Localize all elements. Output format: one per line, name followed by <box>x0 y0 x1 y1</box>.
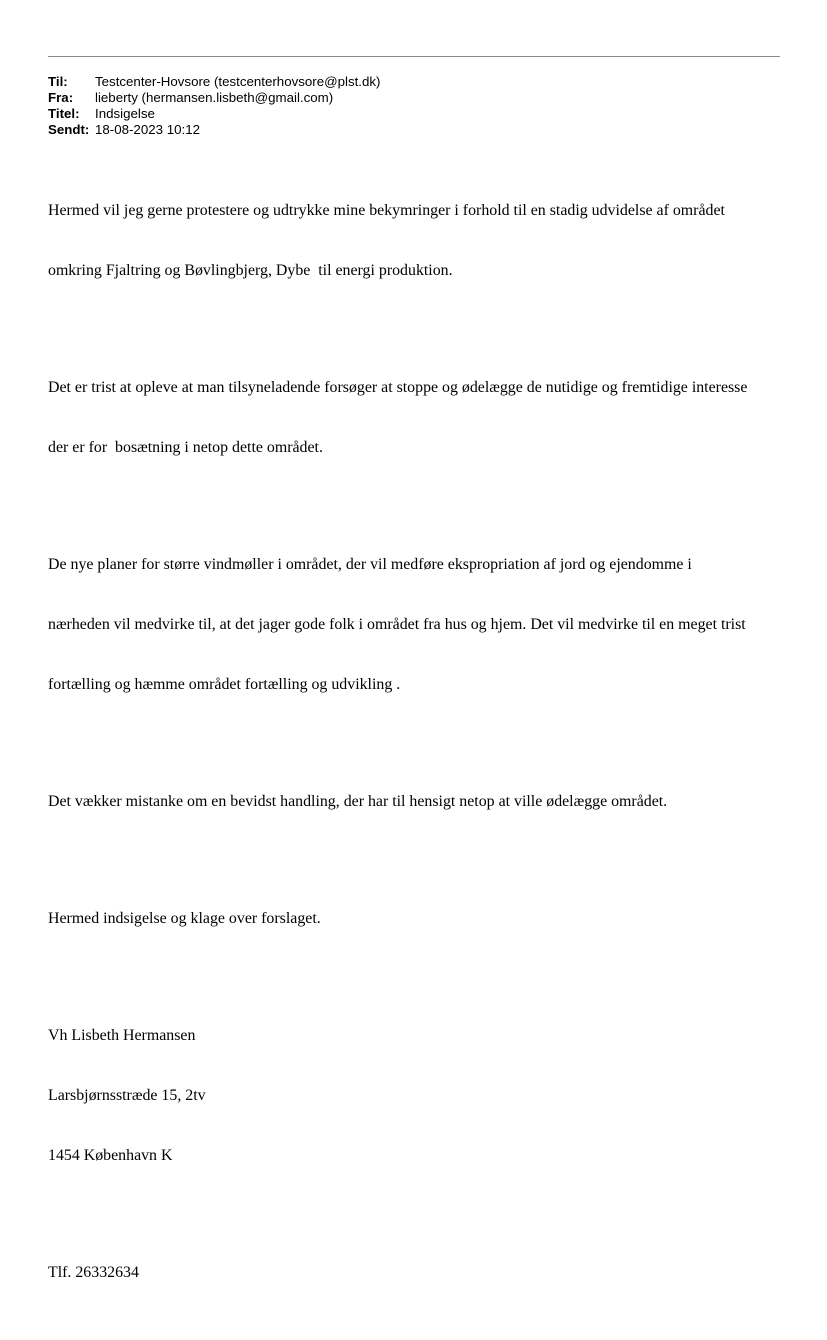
body-line: Hermed vil jeg gerne protestere og udtrykke mine bekymringer i forhold til en stadig udvidelse af området <box>48 202 725 219</box>
body-paragraph-3 <box>48 515 788 735</box>
body-paragraph-1 <box>48 161 788 321</box>
sent-value: 18-08-2023 10:12 <box>95 122 200 137</box>
email-body <box>48 161 788 1340</box>
phone-block <box>48 1223 788 1323</box>
signature-street: Larsbjørnsstræde 15, 2tv <box>48 1087 206 1104</box>
body-paragraph-5 <box>48 869 788 969</box>
to-value: Testcenter-Hovsore (testcenterhovsore@plst.dk) <box>95 74 381 89</box>
body-line: fortælling og hæmme området fortælling og udvikling . <box>48 676 401 693</box>
from-value: lieberty (hermansen.lisbeth@gmail.com) <box>95 90 334 105</box>
header-subject-row <box>48 106 380 122</box>
header-from-row <box>48 90 380 106</box>
header-to-row <box>48 74 380 90</box>
subject-label: Titel: <box>48 106 80 121</box>
signature-block <box>48 986 788 1206</box>
signature-city: 1454 København K <box>48 1147 173 1164</box>
from-label: Fra: <box>48 90 74 105</box>
body-paragraph-4 <box>48 752 788 852</box>
body-paragraph-2 <box>48 338 788 498</box>
body-line: Hermed indsigelse og klage over forslaget. <box>48 910 321 927</box>
body-line: De nye planer for større vindmøller i området, der vil medføre ekspropriation af jord og ejendomme i <box>48 556 692 573</box>
header-sent-row <box>48 122 380 138</box>
body-line: Det er trist at opleve at man tilsyneladende forsøger at stoppe og ødelægge de nutidige og fremtidige interesse <box>48 379 748 396</box>
phone-number: Tlf. 26332634 <box>48 1264 139 1281</box>
subject-value: Indsigelse <box>95 106 155 121</box>
body-line: der er for bosætning i netop dette området. <box>48 439 323 456</box>
body-line: nærheden vil medvirke til, at det jager gode folk i området fra hus og hjem. Det vil medvirke til en meget trist <box>48 616 746 633</box>
email-header <box>48 74 380 138</box>
to-label: Til: <box>48 74 68 89</box>
body-line: Det vækker mistanke om en bevidst handling, der har til hensigt netop at ville ødelægge området. <box>48 793 668 810</box>
body-line: omkring Fjaltring og Bøvlingbjerg, Dybe til energi produktion. <box>48 262 453 279</box>
header-divider <box>48 56 780 57</box>
signature-name: Vh Lisbeth Hermansen <box>48 1027 196 1044</box>
sent-label: Sendt: <box>48 122 90 137</box>
